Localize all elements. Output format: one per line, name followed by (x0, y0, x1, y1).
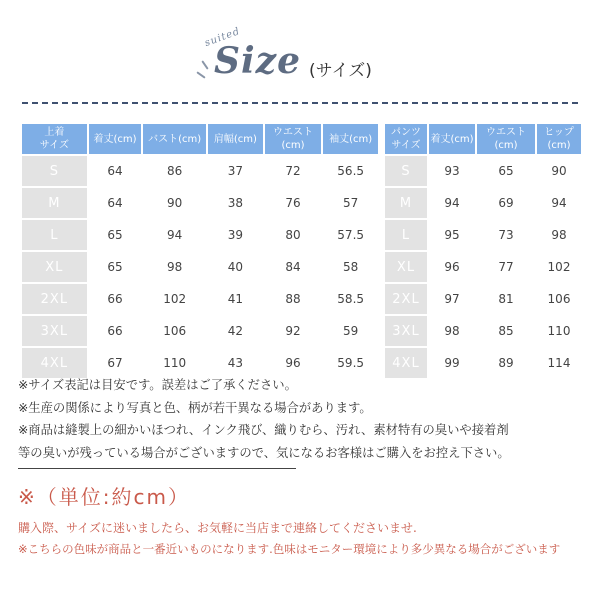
tops-measurement-cell: 84 (265, 252, 322, 282)
pants-size-label: 3XL (385, 316, 427, 346)
pants-measurement-cell: 81 (477, 284, 535, 314)
tops-measurement-cell: 64 (89, 188, 142, 218)
table-row (22, 188, 378, 218)
pants-measurement-cell: 85 (477, 316, 535, 346)
tops-measurement-cell: 58 (323, 252, 378, 282)
pants-size-label: 2XL (385, 284, 427, 314)
tops-measurement-cell: 42 (208, 316, 263, 346)
tops-measurement-cell: 41 (208, 284, 263, 314)
tops-measurement-cell: 72 (265, 156, 322, 186)
tops-measurement-cell: 57 (323, 188, 378, 218)
tops-measurement-cell: 65 (89, 220, 142, 250)
tops-header-row (22, 124, 378, 154)
pants-size-label: XL (385, 252, 427, 282)
tops-size-label: L (22, 220, 87, 250)
tops-size-table (20, 122, 380, 380)
color-note: ※こちらの色味が商品と一番近いものになります.色味はモニター環境により多少異なる場合がございます (18, 542, 561, 556)
tops-measurement-cell: 86 (143, 156, 206, 186)
tops-header-cell: 袖丈(cm) (323, 124, 378, 154)
pants-size-label: M (385, 188, 427, 218)
pants-measurement-cell: 89 (477, 348, 535, 378)
table-row (22, 284, 378, 314)
tops-header-cell: 肩幅(cm) (208, 124, 263, 154)
pants-measurement-cell: 95 (429, 220, 475, 250)
unit-label: ※（単位:約cm） (18, 485, 190, 509)
tops-measurement-cell: 106 (143, 316, 206, 346)
notes-divider (18, 468, 296, 469)
tops-header-cell: バスト(cm) (143, 124, 206, 154)
tops-measurement-cell: 80 (265, 220, 322, 250)
table-row (22, 316, 378, 346)
pants-header-row (385, 124, 581, 154)
size-title: Size (214, 40, 302, 82)
tops-size-label: M (22, 188, 87, 218)
size-header (0, 18, 600, 90)
tops-size-label: 4XL (22, 348, 87, 378)
tops-size-label: XL (22, 252, 87, 282)
tops-header-cell: ウエスト (cm) (265, 124, 322, 154)
suited-script-word: suited (203, 25, 242, 50)
pants-header-cell: 着丈(cm) (429, 124, 475, 154)
tops-header-cell: 上着 サイズ (22, 124, 87, 154)
tops-measurement-cell: 66 (89, 316, 142, 346)
accent-stroke-icon (201, 60, 208, 69)
pants-measurement-cell: 110 (537, 316, 581, 346)
contact-note: 購入際、サイズに迷いましたら、お気軽に当店まで連絡してくださいませ. (18, 521, 417, 535)
pants-measurement-cell: 94 (537, 188, 581, 218)
pants-measurement-cell: 96 (429, 252, 475, 282)
tops-measurement-cell: 64 (89, 156, 142, 186)
pants-measurement-cell: 98 (429, 316, 475, 346)
note-line: 等の臭いが残っている場合がございますので、気になるお客様はご購入をお控え下さい。 (18, 445, 510, 460)
pants-measurement-cell: 102 (537, 252, 581, 282)
pants-measurement-cell: 65 (477, 156, 535, 186)
pants-measurement-cell: 69 (477, 188, 535, 218)
pants-measurement-cell: 73 (477, 220, 535, 250)
pants-measurement-cell: 98 (537, 220, 581, 250)
tops-measurement-cell: 92 (265, 316, 322, 346)
tops-measurement-cell: 43 (208, 348, 263, 378)
pants-measurement-cell: 97 (429, 284, 475, 314)
table-row (385, 220, 581, 250)
pants-measurement-cell: 93 (429, 156, 475, 186)
pants-header-cell: ヒップ (cm) (537, 124, 581, 154)
tops-measurement-cell: 96 (265, 348, 322, 378)
tops-size-label: 3XL (22, 316, 87, 346)
table-row (22, 252, 378, 282)
tops-size-label: S (22, 156, 87, 186)
tops-measurement-cell: 65 (89, 252, 142, 282)
table-row (385, 316, 581, 346)
note-line: ※商品は縫製上の細かいほつれ、インク飛び、織りむら、汚れ、素材特有の臭いや接着剤 (18, 423, 509, 437)
tops-measurement-cell: 76 (265, 188, 322, 218)
accent-stroke-icon (196, 71, 205, 78)
pants-measurement-cell: 106 (537, 284, 581, 314)
tops-measurement-cell: 94 (143, 220, 206, 250)
pants-size-label: 4XL (385, 348, 427, 378)
pants-size-label: L (385, 220, 427, 250)
table-row (385, 156, 581, 186)
pants-size-table (383, 122, 583, 380)
tops-measurement-cell: 102 (143, 284, 206, 314)
tops-measurement-cell: 58.5 (323, 284, 378, 314)
size-subtitle: (サイズ) (309, 61, 372, 81)
tops-measurement-cell: 40 (208, 252, 263, 282)
pants-measurement-cell: 90 (537, 156, 581, 186)
tops-measurement-cell: 57.5 (323, 220, 378, 250)
table-row (22, 220, 378, 250)
tops-measurement-cell: 59.5 (323, 348, 378, 378)
pants-size-label: S (385, 156, 427, 186)
pants-measurement-cell: 99 (429, 348, 475, 378)
pants-header-cell: ウエスト (cm) (477, 124, 535, 154)
tops-measurement-cell: 59 (323, 316, 378, 346)
tops-measurement-cell: 39 (208, 220, 263, 250)
tops-measurement-cell: 98 (143, 252, 206, 282)
pants-measurement-cell: 114 (537, 348, 581, 378)
dashed-divider (22, 102, 578, 104)
tops-measurement-cell: 90 (143, 188, 206, 218)
tops-size-label: 2XL (22, 284, 87, 314)
tops-measurement-cell: 88 (265, 284, 322, 314)
table-row (385, 188, 581, 218)
table-row (385, 284, 581, 314)
tops-measurement-cell: 66 (89, 284, 142, 314)
tops-measurement-cell: 56.5 (323, 156, 378, 186)
tops-measurement-cell: 110 (143, 348, 206, 378)
tops-header-cell: 着丈(cm) (89, 124, 142, 154)
size-notes (18, 374, 584, 464)
tops-measurement-cell: 37 (208, 156, 263, 186)
pants-header-cell: パンツ サイズ (385, 124, 427, 154)
note-line: ※サイズ表記は目安です。誤差はご了承ください。 (18, 378, 297, 392)
note-line: ※生産の関係により写真と色、柄が若干異なる場合があります。 (18, 400, 372, 415)
table-row (22, 156, 378, 186)
pants-measurement-cell: 94 (429, 188, 475, 218)
pants-measurement-cell: 77 (477, 252, 535, 282)
table-row (385, 252, 581, 282)
tops-measurement-cell: 38 (208, 188, 263, 218)
tops-measurement-cell: 67 (89, 348, 142, 378)
